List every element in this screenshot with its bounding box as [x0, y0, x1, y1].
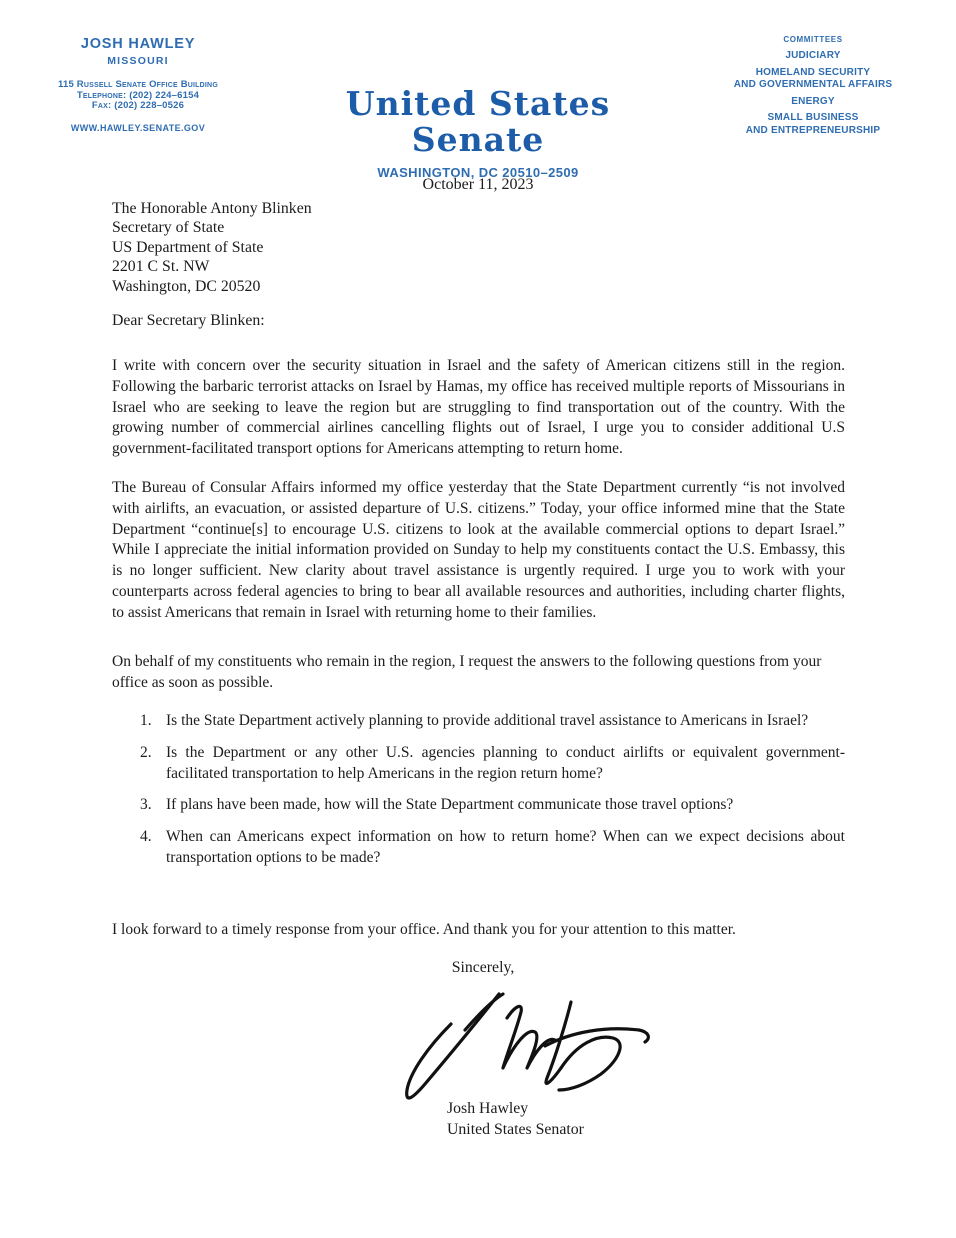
salutation: Dear Secretary Blinken:: [112, 312, 265, 329]
body-paragraph-2: The Bureau of Consular Affairs informed my office yesterday that the State Department currently “is not involved with airlifts, an evacuation, or assisted departure of U.S. citizens.” Today, your office informed mine that the State Department “continue[s] to encourage U.S. citizens to look at the available commercial options to depart Israel.” While I appreciate the initial information provided on Sunday to help my constituents contact the U.S. Embassy, this is no longer sufficient. New clarity about travel assistance is urgently required. I urge you to work with your counterparts across federal agencies to bring to bear all available resources and authorities, including charter flights, to assist Americans that remain in Israel with returning home to their families.: [112, 479, 845, 621]
senate-masthead: [278, 86, 678, 180]
closing-paragraph: I look forward to a timely response from your office. And thank you for your attention to this matter.: [112, 921, 736, 938]
valediction: Sincerely,: [451, 959, 515, 976]
signer-block: [447, 1099, 584, 1140]
committee-line: AND GOVERNMENTAL AFFAIRS: [733, 79, 893, 90]
signature-image: [395, 984, 665, 1114]
recipient-line: Washington, DC 20520: [112, 277, 261, 295]
committee-line: AND ENTREPRENEURSHIP: [745, 124, 881, 136]
committee-item: [701, 50, 925, 63]
committee-item: [701, 67, 925, 92]
signer-title: United States Senator: [447, 1120, 584, 1138]
committee-line: SMALL BUSINESS: [767, 112, 859, 123]
committee-item: [701, 112, 925, 137]
recipient-line: US Department of State: [112, 238, 264, 256]
senate-title: United States Senate: [345, 84, 611, 159]
sender-website: WWW.HAWLEY.SENATE.GOV: [70, 122, 206, 133]
questions-list: [112, 711, 845, 880]
committee-item: [701, 96, 925, 109]
sender-state: MISSOURI: [107, 55, 169, 67]
signature-icon: [395, 984, 665, 1114]
committees-block: [701, 35, 925, 141]
question-number: 3.: [140, 796, 152, 814]
question-item: [112, 795, 845, 816]
question-item: [112, 743, 845, 785]
committees-heading: COMMITTEES: [783, 35, 843, 44]
recipient-line: Secretary of State: [112, 219, 225, 237]
question-item: [112, 827, 845, 869]
recipient-line: 2201 C St. NW: [112, 258, 210, 276]
signer-name: Josh Hawley: [447, 1100, 529, 1117]
date-line: October 11, 2023: [422, 176, 534, 193]
sender-telephone: Telephone: (202) 224–6154: [76, 89, 200, 101]
sender-name: JOSH HAWLEY: [80, 36, 196, 52]
question-number: 2.: [140, 743, 152, 761]
question-text: Is the State Department actively planning to provide additional travel assistance to Americans in Israel?: [166, 712, 809, 729]
sender-fax: Fax: (202) 228–0526: [91, 100, 185, 111]
committee-line: ENERGY: [791, 95, 835, 107]
committee-line: JUDICIARY: [785, 50, 841, 61]
sender-address: [36, 80, 240, 112]
question-number: 4.: [140, 828, 152, 846]
body-paragraph-3: On behalf of my constituents who remain in the region, I request the answers to the following questions from your office as soon as possible.: [112, 653, 822, 691]
committee-line: HOMELAND SECURITY: [755, 66, 871, 78]
body-paragraph-1: I write with concern over the security situation in Israel and the safety of American citizens still in the region. Following the barbaric terrorist attacks on Israel by Hamas, my office has received multiple reports of Missourians in Israel who are seeking to leave the region but are struggling to find transportation out of the country. With the growing number of commercial airlines cancelling flights out of Israel, I urge you to consider additional U.S government-facilitated transport options for Americans attempting to return home.: [112, 357, 845, 458]
question-text: When can Americans expect information on how to return home? When can we expect decisions about transportation options to be made?: [166, 828, 845, 866]
question-text: If plans have been made, how will the State Department communicate those travel options?: [166, 796, 734, 814]
sender-address-line: 115 Russell Senate Office Building: [58, 79, 218, 90]
question-item: [112, 711, 845, 732]
recipient-address: [112, 199, 312, 296]
sender-block: [36, 36, 240, 133]
senate-city: WASHINGTON, DC 20510–2509: [377, 165, 579, 180]
question-number: 1.: [140, 712, 152, 729]
question-text: Is the Department or any other U.S. agencies planning to conduct airlifts or equivalent government-facilitated transportation to help Americans in the region return home?: [166, 743, 845, 782]
recipient-line: The Honorable Antony Blinken: [112, 200, 312, 217]
